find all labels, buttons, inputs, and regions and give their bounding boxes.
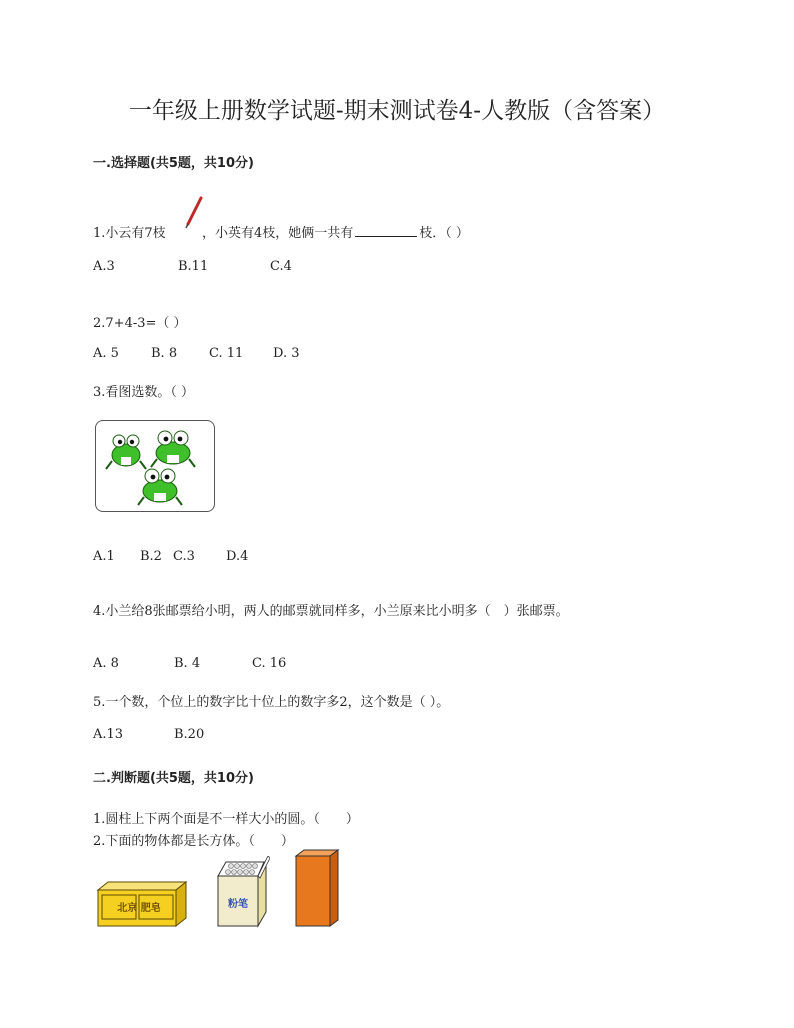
- question-4: 4.小兰给8张邮票给小明，两人的邮票就同样多，小兰原来比小明多（ ）张邮票。: [93, 604, 569, 619]
- section-heading-choice: 一.选择题(共5题，共10分): [93, 156, 254, 171]
- q4-option-b: B. 4: [174, 656, 201, 671]
- question-1-stem-c: 枝．（ ）: [419, 226, 469, 241]
- page-title: 一年级上册数学试题-期末测试卷4-人教版（含答案）: [128, 98, 666, 124]
- question-1-stem-b: ，小英有4枝，她俩一共有: [201, 226, 354, 241]
- chalk-box-label: 粉笔: [228, 899, 248, 910]
- q3-option-a: A.1: [93, 549, 115, 564]
- q1-option-b: B.11: [178, 259, 209, 274]
- question-1: [93, 222, 469, 241]
- frog-illustration: [96, 421, 214, 511]
- q2-option-c: C. 11: [209, 346, 244, 361]
- q5-option-a: A.13: [93, 727, 124, 742]
- q2-option-b: B. 8: [151, 346, 178, 361]
- judge-question-1: 1.圆柱上下两个面是不一样大小的圆。（ ）: [93, 812, 359, 827]
- q3-option-d: D.4: [226, 549, 249, 564]
- question-3: 3.看图选数。（ ）: [93, 385, 195, 400]
- soap-box-label: 北京 肥皂: [117, 903, 161, 914]
- q4-option-c: C. 16: [252, 656, 287, 671]
- section-heading-judge: 二.判断题(共5题，共10分): [93, 771, 254, 786]
- pencil-icon: [183, 196, 205, 230]
- q1-option-c: C.4: [270, 259, 292, 274]
- frog-icon: [151, 431, 195, 467]
- question-5: 5.一个数，个位上的数字比十位上的数字多2，这个数是（ ）。: [93, 695, 450, 710]
- q1-option-a: A.3: [93, 259, 115, 274]
- frog-icon: [138, 469, 182, 505]
- chalk-box-picture: [214, 856, 270, 928]
- q3-option-c: C.3: [173, 549, 195, 564]
- question-1-stem-a: 1.小云有7枝: [93, 226, 166, 241]
- q2-option-a: A. 5: [93, 346, 119, 361]
- q2-option-d: D. 3: [273, 346, 300, 361]
- answer-blank: [355, 224, 417, 237]
- judge-question-2: 2.下面的物体都是长方体。（ ）: [93, 834, 294, 849]
- frog-icon: [106, 435, 146, 469]
- q4-option-a: A. 8: [93, 656, 119, 671]
- q3-option-b: B.2: [140, 549, 162, 564]
- frogs-picture: [95, 420, 215, 512]
- q5-option-b: B.20: [174, 727, 205, 742]
- cuboid-picture: [294, 848, 340, 928]
- question-2: 2.7+4-3=（ ）: [93, 316, 187, 331]
